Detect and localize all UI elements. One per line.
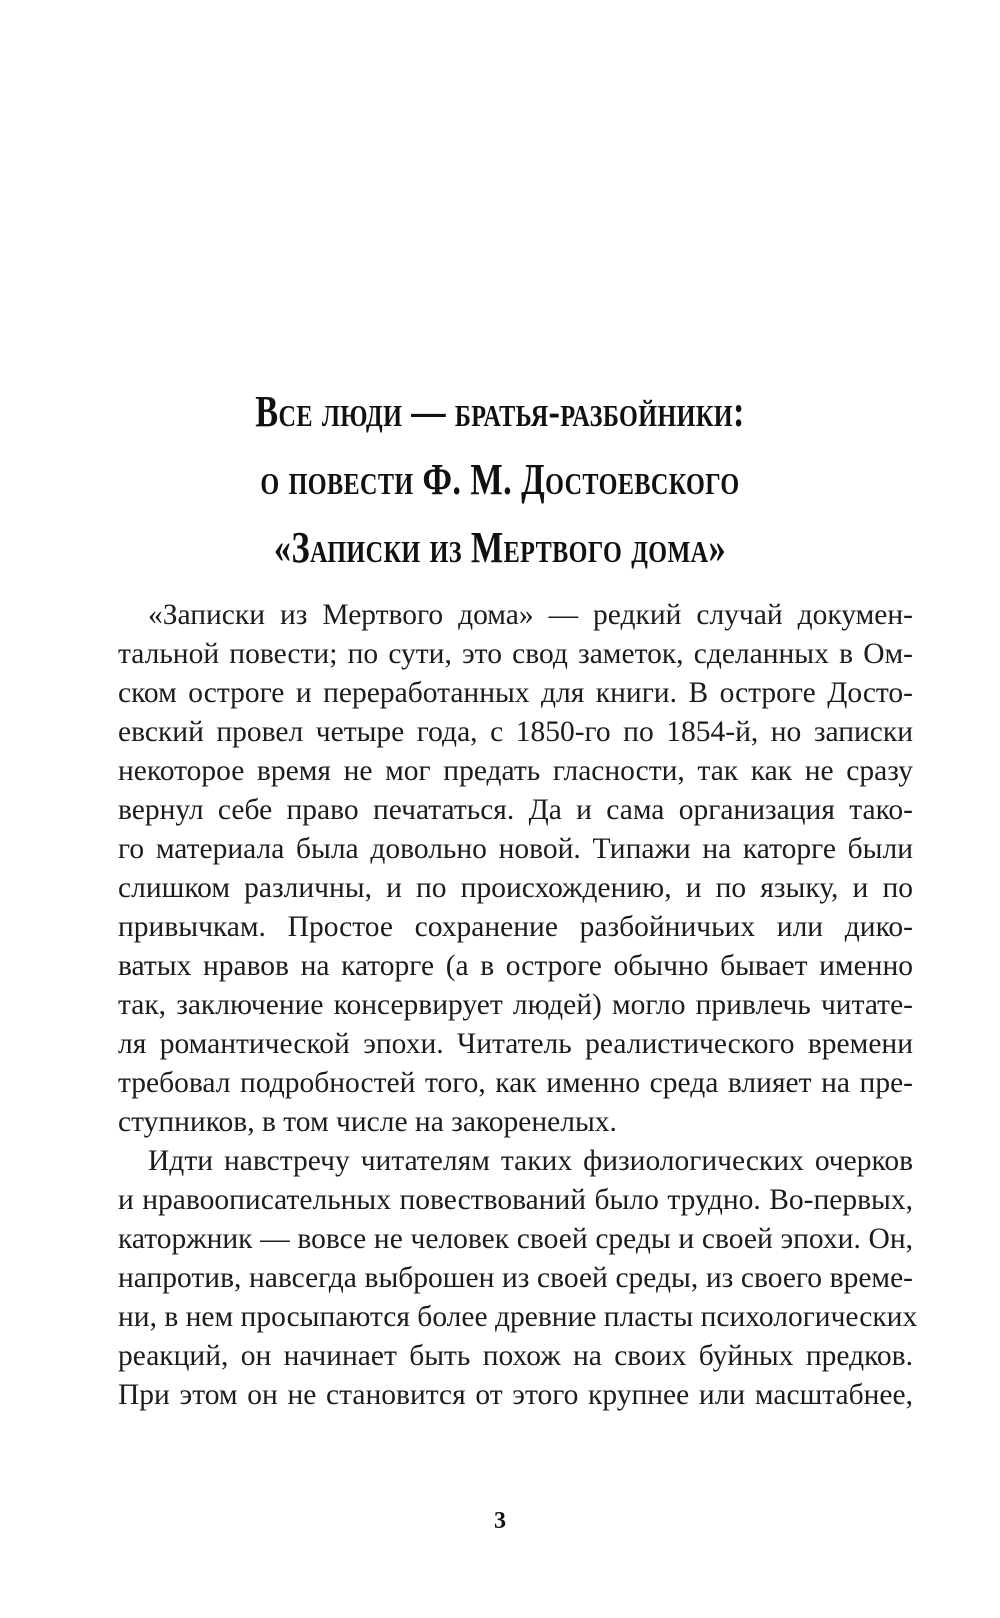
text-line: го материала была довольно новой. Типажи на каторге были <box>118 833 913 865</box>
text-line: ском остроге и переработанных для книги. В остроге Досто- <box>118 677 913 709</box>
text-line: требовал подробностей того, как именно среда влияет на пре- <box>118 1067 913 1099</box>
text-line: и нравоописательных повествований было трудно. Во-первых, <box>118 1184 913 1216</box>
text-line: слишком различны, и по происхождению, и по языку, и по <box>118 872 913 904</box>
chapter-title-line-3: «Записки из Мертвого дома» <box>273 523 727 572</box>
chapter-title-line-1: Все люди — братья-разбойники: <box>255 387 745 436</box>
text-line: вернул себе право печататься. Да и сама организация тако- <box>118 794 913 826</box>
paragraph-2 <box>118 1142 918 1415</box>
page-number: 3 <box>494 1508 506 1534</box>
text-line: Идти навстречу читателям таких физиологических очерков <box>148 1145 913 1177</box>
paragraph-1 <box>118 596 913 1142</box>
text-line: привычкам. Простое сохранение разбойничьих или дико- <box>118 911 913 943</box>
text-line: ватых нравов на каторге (а в остроге обычно бывает именно <box>118 950 913 982</box>
chapter-title-line-2: о повести Ф. М. Достоевского <box>260 455 740 504</box>
text-line: так, заключение консервирует людей) могло привлечь читате- <box>118 989 913 1021</box>
text-line: евский провел четыре года, с 1850-го по 1854-й, но записки <box>118 716 913 748</box>
text-line: «Записки из Мертвого дома» — редкий случай докумен- <box>148 599 913 631</box>
text-line: каторжник — вовсе не человек своей среды и своей эпохи. Он, <box>118 1223 913 1255</box>
text-line: некоторое время не мог предать гласности, так как не сразу <box>118 755 913 787</box>
text-line: ни, в нем просыпаются более древние пласты психологических <box>118 1301 918 1333</box>
text-line: напротив, навсегда выброшен из своей среды, из своего време- <box>118 1262 913 1294</box>
body-text <box>118 596 918 1415</box>
text-line: тальной повести; по сути, это свод заметок, сделанных в Ом- <box>118 638 913 670</box>
text-line: ступников, в том числе на закоренелых. <box>118 1106 617 1138</box>
text-line: ля романтической эпохи. Читатель реалистического времени <box>118 1028 913 1060</box>
text-line: реакций, он начинает быть похож на своих буйных предков. <box>118 1340 913 1372</box>
text-line: При этом он не становится от этого крупнее или масштабнее, <box>118 1379 913 1411</box>
chapter-title <box>0 378 1000 582</box>
